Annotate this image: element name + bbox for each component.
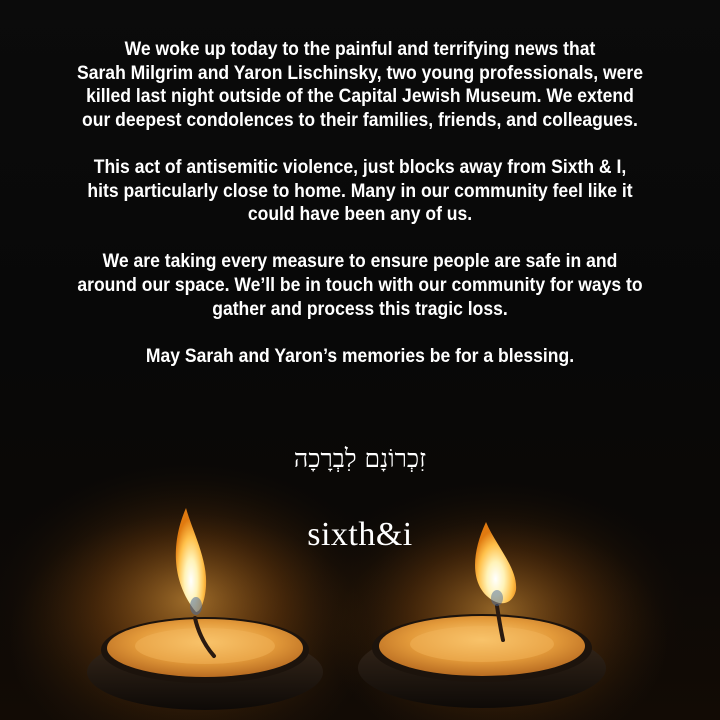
sixth-and-i-logo: sixth&i — [307, 516, 413, 553]
statement-text — [63, 38, 657, 392]
statement-line: This act of antisemitic violence, just blocks away from Sixth & I, — [93, 155, 627, 178]
statement-line: killed last night outside of the Capital Jewish Museum. We extend — [86, 85, 634, 108]
statement-line: May Sarah and Yaron’s memories be for a blessing. — [145, 344, 575, 367]
statement-line: Sarah Milgrim and Yaron Lischinsky, two young professionals, were — [77, 61, 643, 84]
paragraph-community — [63, 156, 657, 227]
paragraph-safety — [63, 250, 657, 321]
statement-line: around our space. We’ll be in touch with our community for ways to — [77, 273, 643, 296]
statement-line: We woke up today to the painful and terrifying news that — [124, 38, 596, 60]
hebrew-blessing: זִכְרוֹנָם לִבְרָכָה — [293, 444, 427, 473]
statement-line: our deepest condolences to their families, friends, and colleagues. — [82, 108, 638, 131]
paragraph-blessing — [63, 345, 657, 369]
statement-line: could have been any of us. — [247, 203, 473, 226]
paragraph-news — [63, 38, 657, 132]
statement-line: hits particularly close to home. Many in our community feel like it — [87, 179, 633, 202]
statement-line: gather and process this tragic loss. — [212, 297, 508, 320]
statement-line: We are taking every measure to ensure people are safe in and — [102, 250, 618, 273]
